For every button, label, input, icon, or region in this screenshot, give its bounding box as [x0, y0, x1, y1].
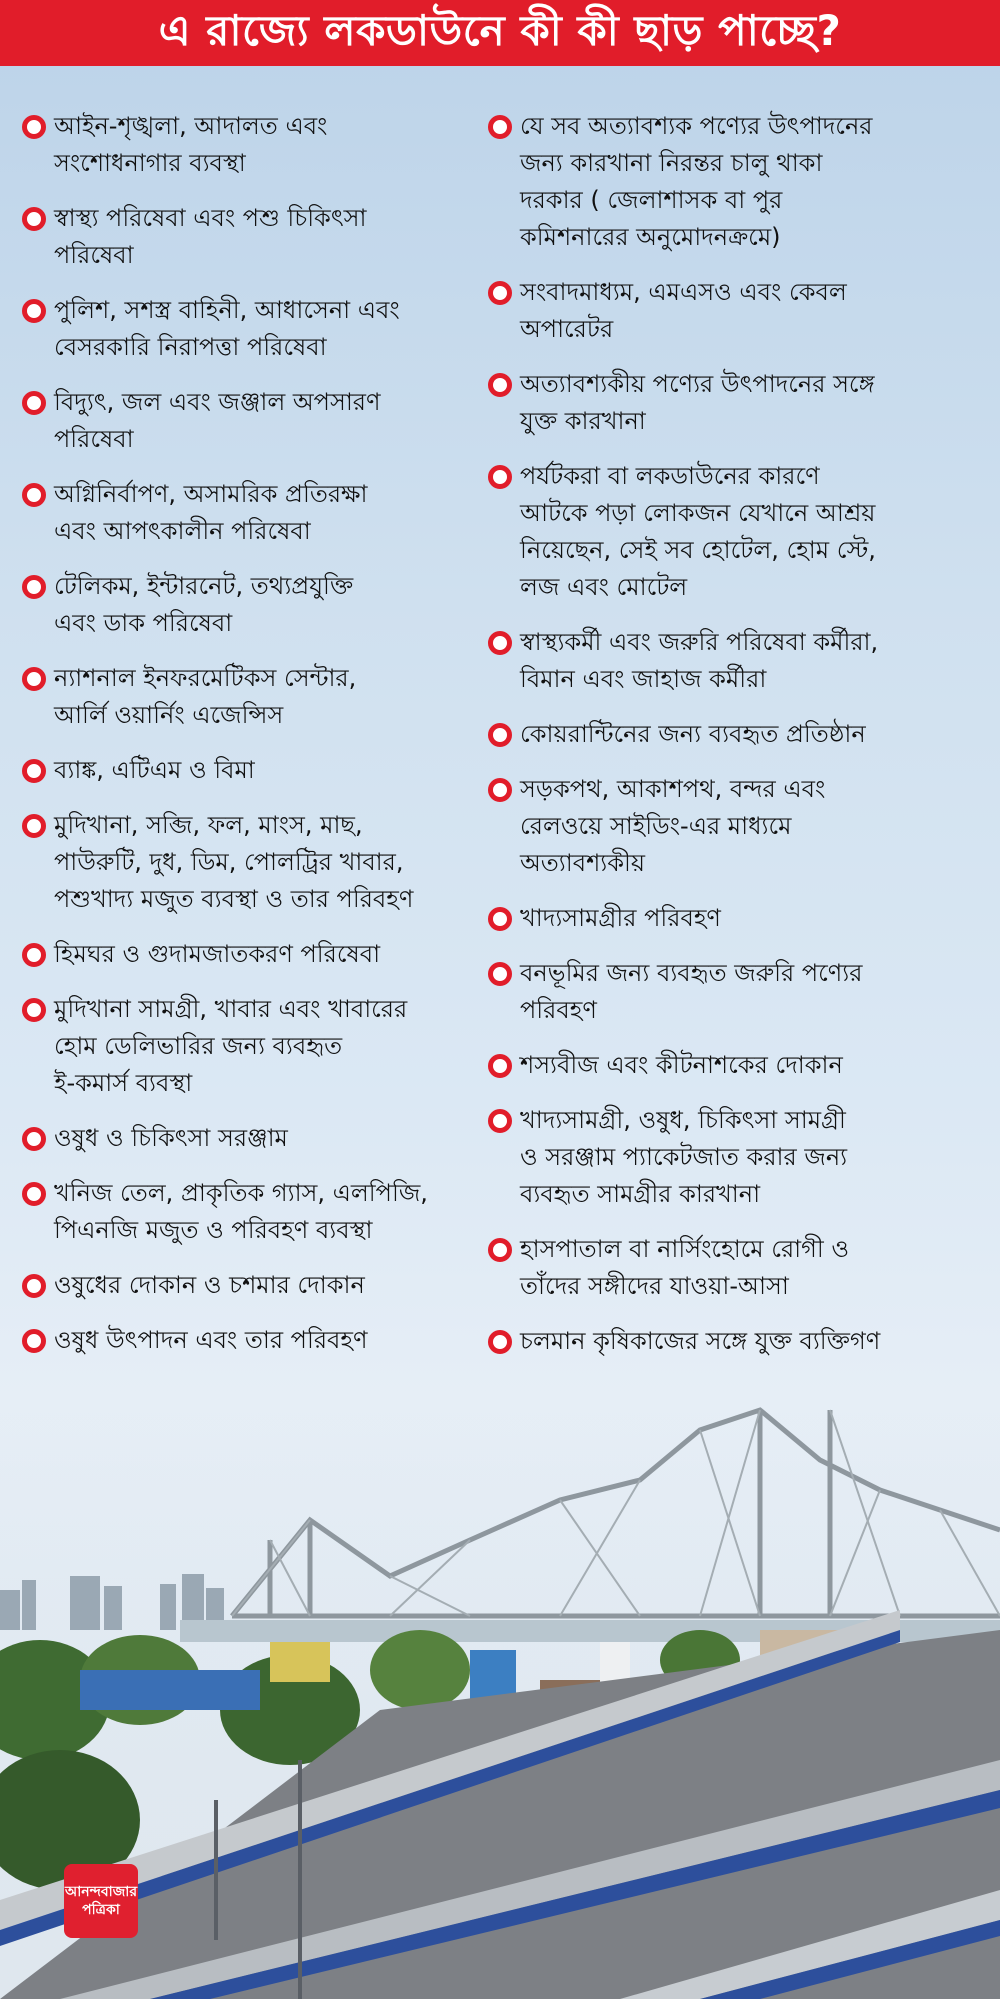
list-item [22, 200, 482, 274]
item-line: পরিবহণ [520, 996, 597, 1024]
right-column [488, 108, 988, 1360]
list-item [22, 1267, 482, 1304]
item-line: ব্যবহৃত সামগ্রীর কারখানা [520, 1180, 761, 1208]
item-line: সড়কপথ, আকাশপথ, বন্দর এবং [520, 775, 826, 803]
bullet-icon [22, 391, 46, 415]
list-item [488, 1323, 988, 1360]
logo-line: আনন্দবাজার [64, 1884, 138, 1900]
page-title: এ রাজ্যে লকডাউনে কী কী ছাড় পাচ্ছে? [158, 5, 842, 55]
list-item [22, 568, 482, 642]
item-line: টেলিকম, ইন্টারনেট, তথ্যপ্রযুক্তি [54, 572, 354, 600]
item-line: খাদ্যসামগ্রীর পরিবহণ [520, 904, 721, 932]
item-line: চলমান কৃষিকাজের সঙ্গে যুক্ত ব্যক্তিগণ [520, 1327, 881, 1355]
item-line: অত্যাবশ্যকীয় পণ্যের উৎপাদনের সঙ্গে [520, 370, 875, 398]
item-line: ব্যাঙ্ক, এটিএম ও বিমা [54, 756, 255, 784]
list-item [488, 771, 988, 882]
item-line: বিদ্যুৎ, জল এবং জঞ্জাল অপসারণ [54, 388, 381, 416]
bullet-icon [488, 1238, 512, 1262]
item-line: যে সব অত্যাবশ্যক পণ্যের উৎপাদনের [520, 112, 873, 140]
item-line: এবং ডাক পরিষেবা [54, 609, 233, 637]
item-line: লজ এবং মোটেল [520, 573, 688, 601]
list-item [488, 624, 988, 698]
bullet-icon [22, 207, 46, 231]
bullet-icon [22, 575, 46, 599]
bullet-icon [488, 723, 512, 747]
item-line: খনিজ তেল, প্রাকৃতিক গ্যাস, এলপিজি, [54, 1179, 428, 1207]
list-item [488, 274, 988, 348]
bullet-icon [488, 465, 512, 489]
list-item [488, 1102, 988, 1213]
bullet-icon [22, 483, 46, 507]
item-line: যুক্ত কারখানা [520, 407, 646, 435]
bullet-icon [488, 962, 512, 986]
bullet-icon [488, 1109, 512, 1133]
item-line: পুলিশ, সশস্ত্র বাহিনী, আধাসেনা এবং [54, 296, 400, 324]
list-item [488, 955, 988, 1029]
item-line: স্বাস্থ্য পরিষেবা এবং পশু চিকিৎসা [54, 204, 367, 232]
item-line: পর্যটকরা বা লকডাউনের কারণে [520, 462, 820, 490]
publisher-logo [64, 1864, 138, 1938]
item-line: বেসরকারি নিরাপত্তা পরিষেবা [54, 333, 327, 361]
list-item [22, 476, 482, 550]
item-line: সংবাদমাধ্যম, এমএসও এবং কেবল [520, 278, 847, 306]
bullet-icon [488, 778, 512, 802]
bullet-icon [22, 115, 46, 139]
bullet-icon [22, 998, 46, 1022]
bullet-icon [22, 667, 46, 691]
bullet-icon [22, 299, 46, 323]
item-line: স্বাস্থ্যকর্মী এবং জরুরি পরিষেবা কর্মীরা, [520, 628, 879, 656]
bullet-icon [22, 759, 46, 783]
item-line: হাসপাতাল বা নার্সিংহোমে রোগী ও [520, 1235, 850, 1263]
item-line: মুদিখানা সামগ্রী, খাবার এবং খাবারের [54, 995, 408, 1023]
bullet-icon [488, 1330, 512, 1354]
list-item [22, 1120, 482, 1157]
item-line: ওষুধের দোকান ও চশমার দোকান [54, 1271, 365, 1299]
item-line: অপারেটর [520, 315, 614, 343]
list-item [488, 108, 988, 256]
item-line: ও সরঞ্জাম প্যাকেটজাত করার জন্য [520, 1143, 848, 1171]
list-item [22, 660, 482, 734]
list-item [22, 807, 482, 918]
item-line: আইন-শৃঙ্খলা, আদালত এবং [54, 112, 328, 140]
list-item [22, 752, 482, 789]
item-line: শস্যবীজ এবং কীটনাশকের দোকান [520, 1051, 843, 1079]
list-item [22, 292, 482, 366]
item-line: অত্যাবশ্যকীয় [520, 849, 646, 877]
item-line: জন্য কারখানা নিরন্তর চালু থাকা [520, 149, 823, 177]
item-line: ই-কমার্স ব্যবস্থা [54, 1069, 193, 1097]
item-line: পশুখাদ্য মজুত ব্যবস্থা ও তার পরিবহণ [54, 885, 414, 913]
list-item [488, 1231, 988, 1305]
bullet-icon [22, 943, 46, 967]
item-line: পরিষেবা [54, 425, 134, 453]
bullet-icon [488, 373, 512, 397]
item-line: ন্যাশনাল ইনফরমেটিকস সেন্টার, [54, 664, 357, 692]
list-item [488, 366, 988, 440]
item-line: রেলওয়ে সাইডিং-এর মাধ্যমে [520, 812, 792, 840]
item-line: পাউরুটি, দুধ, ডিম, পোলট্রির খাবার, [54, 848, 404, 876]
logo-line: পত্রিকা [82, 1902, 120, 1918]
item-line: দরকার ( জেলাশাসক বা পুর [520, 186, 783, 214]
city-bridge-illustration [0, 1380, 1000, 1999]
item-line: নিয়েছেন, সেই সব হোটেল, হোম স্টে, [520, 536, 876, 564]
item-line: কমিশনারের অনুমোদনক্রমে) [520, 223, 781, 251]
item-line: এবং আপৎকালীন পরিষেবা [54, 517, 311, 545]
left-column [22, 108, 482, 1359]
item-line: পরিষেবা [54, 241, 134, 269]
item-line: কোয়রান্টিনের জন্য ব্যবহৃত প্রতিষ্ঠান [520, 720, 866, 748]
item-line: ওষুধ ও চিকিৎসা সরঞ্জাম [54, 1124, 288, 1152]
list-item [488, 458, 988, 606]
bridge-scene-svg [0, 1380, 1000, 1999]
item-line: মুদিখানা, সব্জি, ফল, মাংস, মাছ, [54, 811, 363, 839]
list-item [22, 936, 482, 973]
item-line: সংশোধনাগার ব্যবস্থা [54, 149, 246, 177]
list-item [22, 1175, 482, 1249]
bullet-icon [488, 631, 512, 655]
list-item [488, 1047, 988, 1084]
item-line: তাঁদের সঙ্গীদের যাওয়া-আসা [520, 1272, 789, 1300]
item-line: বনভূমির জন্য ব্যবহৃত জরুরি পণ্যের [520, 959, 863, 987]
item-line: আর্লি ওয়ার্নিং এজেন্সিস [54, 701, 284, 729]
bullet-icon [22, 1127, 46, 1151]
item-line: হিমঘর ও গুদামজাতকরণ পরিষেবা [54, 940, 381, 968]
list-item [488, 716, 988, 753]
list-item [22, 384, 482, 458]
list-item [22, 991, 482, 1102]
item-line: অগ্নিনির্বাপণ, অসামরিক প্রতিরক্ষা [54, 480, 368, 508]
list-item [488, 900, 988, 937]
item-line: খাদ্যসামগ্রী, ওষুধ, চিকিৎসা সামগ্রী [520, 1106, 846, 1134]
bullet-icon [488, 115, 512, 139]
list-item [22, 108, 482, 182]
bullet-icon [22, 1329, 46, 1353]
item-line: হোম ডেলিভারির জন্য ব্যবহৃত [54, 1032, 343, 1060]
bullet-icon [22, 1274, 46, 1298]
item-line: আটকে পড়া লোকজন যেখানে আশ্রয় [520, 499, 876, 527]
item-line: বিমান এবং জাহাজ কর্মীরা [520, 665, 767, 693]
bullet-icon [488, 281, 512, 305]
bullet-icon [488, 1054, 512, 1078]
list-item [22, 1322, 482, 1359]
item-line: ওষুধ উৎপাদন এবং তার পরিবহণ [54, 1326, 368, 1354]
bullet-icon [488, 907, 512, 931]
header-banner [0, 0, 1000, 66]
bullet-icon [22, 1182, 46, 1206]
item-line: পিএনজি মজুত ও পরিবহণ ব্যবস্থা [54, 1216, 373, 1244]
bullet-icon [22, 814, 46, 838]
